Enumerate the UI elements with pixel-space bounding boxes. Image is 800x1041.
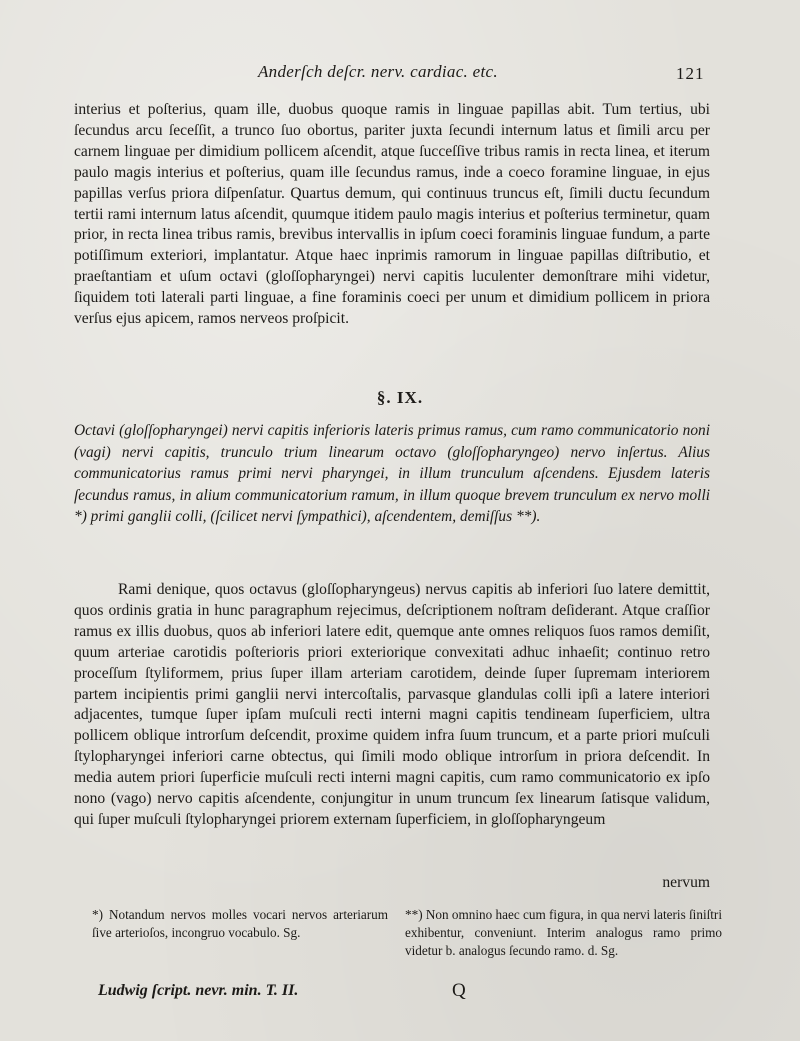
page-footer — [0, 982, 800, 1008]
paragraph-text: interius et poſterius, quam ille, duobus quoque ramis in linguae papillas abit. Tum tertius, ubi ſecundus arcu ſeceſſit, a trunco ſuo obortus, pariter juxta ſecundi internum latus et ſimili arcu per carnem linguae per dimidium pollicem aſcendit, atque ſucceſſive tribus ramis in recta linea, et iterum paulo magis interius et poſterius, quam ille ſecundus ramus, inde a coeco foramine linguae, in ejus papillas verſus priora diſpenſatur. Quartus demum, qui continuus truncus eſt, ſimili ductu ſecundum tertii rami internum latus aſcendit, quumque itidem paulo magis interius et poſterius terminetur, quam prior, in recta linea tribus ramis, brevibus intervallis in ipſum coeci foraminis linguae fundum, a parte potiſſimum exteriori, implantatur. Atque haec inprimis ramorum in linguae papillas diſtributio, et praeſtantiam et uſum octavi (gloſſopharyngei) nervi capitis luculenter demonſtrare mihi videtur, ſiquidem toti laterali parti linguae, a fine foraminis coeci per unum et dimidium pollicem in priora verſus ejus apicem, ramos nerveos proſpicit. — [74, 101, 710, 328]
paragraph-text: Rami denique, quos octavus (gloſſopharyngeus) nervus capitis ab inferiori ſuo latere demittit, quos ordinis gratia in hunc paragraphum rejecimus, deſcriptionem noſtram deſiderant. Atque craſſior ramus ex illis duobus, quos ab inferiori latere edit, quemque ante omnes reliquos ſuos ramos demiſit, quum arteriae carotidis poſterioris priori exteriorique convexitati adhuc inhaeſit; continuo retro proceſſum ſtyliformem, prius ſuper illam arteriam carotidem, deinde ſuper ſupremam interiorem partem incipientis primi ganglii nervi intercoſtalis, parvasque glandulas colli ipſi a latere interiori adjacentes, tumque ſuper ipſam muſculi recti interni magni capitis tendineam ſuperficiem, ultra pollicem oblique introrſum deſcendit, proxime quidem infra ſuum truncum, et a parte priori muſculi ſtylopharyngei inferiori carne obtectus, qui ſimili modo oblique introrſum in priora deſcendit. In media autem priori ſuperficie muſculi recti interni magni capitis, cum ramo communicatorio ex ipſo nono (vago) nervo capitis aſcendente, conjungitur in unum truncum ſex linearum ſatisque validum, qui ſuper muſculi ſtylopharyngei priorem externam ſuperficiem, in gloſſopharyngeum — [74, 581, 710, 828]
section-heading: §. IX. — [376, 388, 424, 407]
body-paragraph — [74, 580, 710, 831]
footnote-2: **) Non omnino haec cum figura, in qua nervi lateris ſiniſtri exhibentur, conveniunt. Interim analogus ramo primo videtur b. analogus ſecundo ramo. d. Sg. — [405, 907, 722, 958]
summary-text: Octavi (gloſſopharyngei) nervi capitis inferioris lateris primus ramus, cum ramo communicatorio noni (vagi) nervi capitis, trunculo trium linearum octavo (gloſſopharyngeo) nervo inſertus. Alius communicatorius ramus primi nervi pharyngei, in illum trunculum aſcendens. Ejusdem lateris ſecundus ramus, in alium communicatorium ramum, in illum quoque brevem trunculum ex nervo molli *) primi ganglii colli, (ſcilicet nervi ſympathici), aſcendentem, demiſſus **). — [74, 422, 710, 525]
footnote-1: *) Notandum nervos molles vocari nervos arteriarum ſive arterioſos, incongruo vocabulo. Sg. — [92, 907, 388, 940]
section-summary — [74, 420, 710, 528]
catchword: nervum — [662, 874, 710, 891]
book-title: Ludwig ſcript. nevr. min. T. II. — [98, 982, 299, 999]
signature-mark: Q — [452, 980, 466, 1001]
running-head — [0, 60, 800, 90]
running-title: Anderſch deſcr. nerv. cardiac. etc. — [258, 62, 498, 81]
page-number: 121 — [676, 64, 705, 83]
body-paragraph-continued — [74, 100, 710, 330]
footnotes — [92, 906, 722, 976]
